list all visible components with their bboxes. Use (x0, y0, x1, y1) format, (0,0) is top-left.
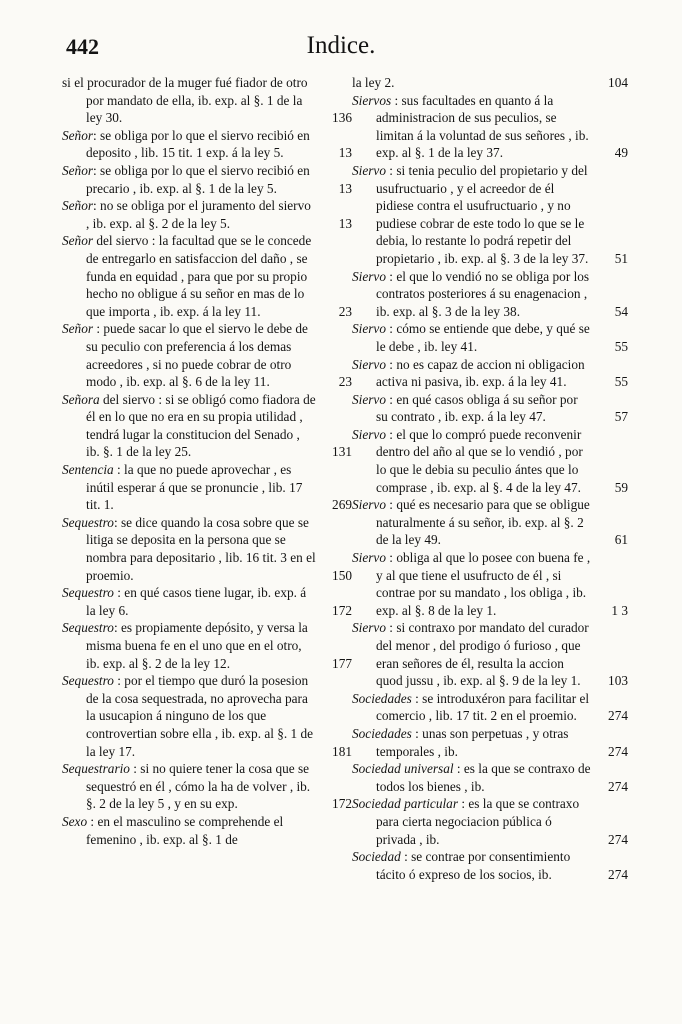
entry-text: : puede sacar lo que el siervo le debe de su peculio con preferencia á los demas acreedores , si no puede cobrar de otro modo , ib. exp. al §. 6 de la ley 11. (86, 321, 308, 390)
entry-text: : qué es necesario para que se obligue naturalmente á su señor, ib. exp. al §. 2 de la ley 49. (376, 497, 590, 548)
entry-heading: Siervo (352, 426, 386, 442)
index-entry (352, 549, 628, 619)
entry-heading: Siervo (352, 391, 386, 407)
index-entry (62, 320, 352, 390)
entry-text: la ley 2. (352, 75, 395, 90)
entry-text: : unas son perpetuas , y otras temporales , ib. (376, 725, 569, 759)
entry-text: : se dice quando la cosa sobre que se litiga se deposita en la persona que se nombra para depositario , lib. 16 tit. 3 en el proemio. (86, 514, 316, 583)
page-reference: 57 (614, 409, 628, 425)
entry-heading: Siervo (352, 497, 386, 513)
index-entry (352, 690, 628, 725)
index-entry (62, 672, 352, 760)
index-entry (62, 813, 352, 848)
right-column (352, 74, 628, 883)
entry-heading: Señor (62, 321, 94, 337)
page-reference: 54 (614, 303, 628, 319)
entry-text: : sus facultades en quanto á la administracion de sus peculios, se limitan á la voluntad de sus señores , ib. exp. al §. 1 de la ley 37. (376, 92, 589, 161)
entry-text: : si contraxo por mandato del curador del menor , del prodigo ó furioso , que eran señores de él, resulta la accion quod jussu , ib. exp. al §. 9 de la ley 1. (376, 620, 589, 689)
page-title: Indice. (306, 32, 376, 59)
entry-heading: Sociedades (352, 725, 412, 741)
page-reference: 181 (332, 743, 352, 759)
page-reference: 104 (608, 75, 628, 90)
entry-heading: Sociedades (352, 690, 412, 706)
entry-heading: Sequestro (62, 514, 114, 530)
entry-text: : en qué casos tiene lugar, ib. exp. á la ley 6. (86, 585, 307, 618)
index-entry (352, 426, 628, 496)
entry-text: : en el masculino se comprehende el femenino , ib. exp. al §. 1 de (86, 813, 284, 847)
entry-text: del siervo : si se obligó como fiadora de él en lo que no era en su propia utilidad , tendrá lugar la constitucion del Senado , ib. §. 1 de la ley 25. (86, 391, 316, 460)
entry-text: : en qué casos obliga á su señor por su contrato , ib. exp. á la ley 47. (376, 391, 578, 425)
index-entry (62, 514, 352, 584)
page-reference: 269 (332, 497, 352, 513)
page-number: 442 (66, 34, 99, 59)
index-entry (62, 232, 352, 320)
index-entry (62, 391, 352, 461)
entry-text: : si tenia peculio del propietario y del usufructuario , y el acreedor de él pidiese contra el usufructuario , y no pudiese cobrar de este todo lo que se le debia, lo restante lo podrá repetir del propietario , ib. exp. al §. 3 de la ley 37. (376, 162, 589, 266)
index-entry (352, 74, 628, 92)
index-entry (352, 795, 628, 848)
entry-heading: Sequestrario (62, 761, 130, 777)
index-entry (352, 848, 628, 883)
index-entry (62, 760, 352, 813)
entry-text: : no es capaz de accion ni obligacion activa ni pasiva, ib. exp. á la ley 41. (376, 356, 585, 390)
page-reference: 55 (614, 338, 628, 354)
page-reference: 61 (614, 532, 628, 548)
entry-heading: Sequestro (62, 673, 114, 689)
entry-heading: Sociedad (352, 849, 401, 865)
entry-heading: Siervo (352, 321, 386, 337)
page-reference: 274 (608, 831, 628, 847)
page-reference: 13 (338, 145, 352, 161)
index-entry (62, 162, 352, 197)
entry-text: : se introduxéron para facilitar el comercio , lib. 17 tit. 2 en el proemio. (376, 690, 590, 724)
entry-text: : por el tiempo que duró la posesion de la cosa sequestrada, no aprovecha para la usucapion á ninguno de los que controvertian sobre ella , ib. exp. al §. 1 de la ley 17. (86, 673, 314, 759)
index-entry (62, 584, 352, 619)
page-reference: 172 (332, 796, 352, 812)
page-reference: 274 (608, 743, 628, 759)
entry-text: : es la que se contraxo de todos los bienes , ib. (376, 761, 591, 794)
index-entry (352, 268, 628, 321)
entry-text: : obliga al que lo posee con buena fe , y al que tiene el usufructo de él , si contrae por su mandato , los obliga , ib. exp. al §. 8 de la ley 1. (376, 550, 591, 618)
entry-text: : no se obliga por el juramento del siervo , ib. exp. al §. 2 de la ley 5. (86, 198, 311, 231)
index-entry (352, 496, 628, 549)
page-reference: 103 (608, 673, 628, 689)
index-entry (352, 162, 628, 268)
entry-text: : el que lo vendió no se obliga por los contratos posteriores á su enagenacion , ib. exp. al §. 3 de la ley 38. (376, 268, 590, 319)
page-reference: 131 (332, 444, 352, 460)
page-reference: 23 (338, 303, 352, 319)
index-entry (352, 391, 628, 426)
entry-text: : es propiamente depósito, y versa la misma buena fe en el uno que en el otro, ib. exp. al §. 2 de la ley 12. (86, 620, 308, 671)
page-reference: 59 (614, 479, 628, 495)
entry-heading: Señor (62, 162, 94, 178)
entry-heading: Señora (62, 391, 100, 407)
page-reference: 51 (614, 250, 628, 266)
page-reference: 177 (332, 655, 352, 671)
index-entry (62, 619, 352, 672)
page-header (0, 34, 682, 74)
entry-heading: Sequestro (62, 585, 114, 601)
page-reference: 150 (332, 567, 352, 583)
entry-heading: Señor (62, 233, 94, 249)
index-entry (352, 320, 628, 355)
entry-text: : cómo se entiende que debe, y qué se le debe , ib. ley 41. (376, 321, 590, 354)
entry-text: del siervo : la facultad que se le concede de entregarlo en satisfaccion del daño , se funda en equidad , para que por su propio hecho no obligue á su señor en mas de lo que importa , ib. exp. á la ley 11. (86, 233, 312, 319)
entry-heading: Siervo (352, 268, 386, 284)
entry-text: : la que no puede aprovechar , es inútil esperar á que se pronuncie , lib. 17 tit. 1. (86, 462, 303, 513)
entry-heading: Sexo (62, 813, 88, 829)
index-entry (352, 760, 628, 795)
page-reference: 55 (614, 374, 628, 390)
index-entry (352, 725, 628, 760)
entry-heading: Sentencia (62, 462, 114, 478)
left-column (62, 74, 352, 848)
index-entry (62, 74, 352, 127)
page-reference: 274 (608, 866, 628, 882)
entry-heading: Señor (62, 198, 94, 214)
page-reference: 23 (338, 374, 352, 390)
page-reference: 136 (332, 110, 352, 126)
entry-heading: Señor (62, 127, 94, 143)
entry-heading: Siervo (352, 620, 386, 636)
entry-heading: Siervo (352, 356, 386, 372)
entry-heading: Siervo (352, 162, 386, 178)
page-reference: 13 (338, 180, 352, 196)
index-entry (352, 92, 628, 162)
page-reference: 13 (338, 215, 352, 231)
entry-text: : es la que se contraxo para cierta negociacion pública ó privada , ib. (376, 796, 580, 847)
entry-text: : el que lo compró puede reconvenir dentro del año al que se lo vendió , por lo que le debia su peculio ántes que lo comprase , ib. exp. al §. 4 de la ley 47. (376, 426, 583, 495)
page-reference: 172 (332, 602, 352, 618)
index-entry (62, 461, 352, 514)
index-entry (62, 197, 352, 232)
index-entry (352, 356, 628, 391)
entry-heading: Siervos (352, 92, 392, 108)
entry-text: : se obliga por lo que el siervo recibió en deposito , lib. 15 tit. 1 exp. á la ley 5. (86, 127, 310, 161)
page-reference: 49 (614, 145, 628, 161)
index-entry (352, 619, 628, 689)
entry-heading: Siervo (352, 550, 386, 566)
entry-heading: Sociedad universal (352, 761, 454, 777)
page-reference: 1 3 (611, 602, 628, 618)
entry-heading: Sociedad particular (352, 796, 458, 812)
entry-text: : si no quiere tener la cosa que se sequestró en él , cómo la ha de volver , ib. §. 2 de la ley 5 , y en su exp. (86, 761, 311, 812)
entry-heading: Sequestro (62, 620, 114, 636)
entry-text: : se contrae por consentimiento tácito ó expreso de los socios, ib. (376, 849, 571, 882)
page-reference: 274 (608, 778, 628, 794)
entry-text: : se obliga por lo que el siervo recibió en precario , ib. exp. al §. 1 de la ley 5. (86, 162, 310, 196)
entry-text: si el procurador de la muger fué fiador de otro por mandato de ella, ib. exp. al §. 1 de la ley 30. (62, 75, 308, 126)
page-reference: 274 (608, 708, 628, 724)
index-entry (62, 127, 352, 162)
